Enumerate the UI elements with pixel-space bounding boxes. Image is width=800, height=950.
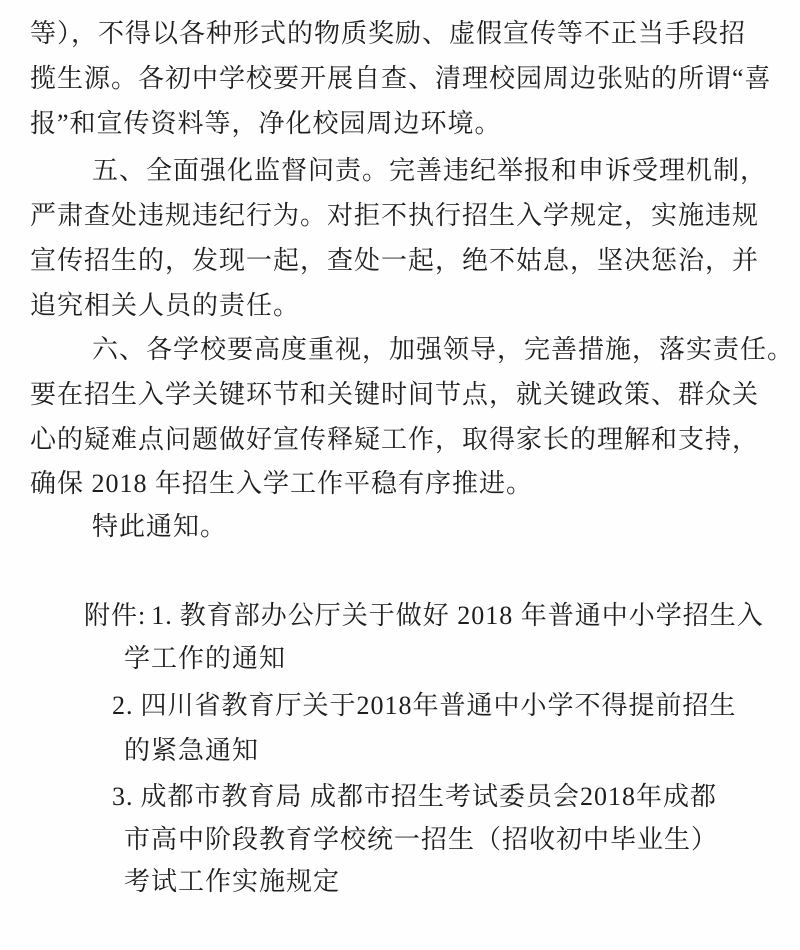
attachment-item-3-line-2: 市高中阶段教育学校统一招生（招收初中毕业生） bbox=[124, 825, 719, 854]
attachment-1-number: 1. bbox=[151, 601, 173, 630]
body-line: 确保 2018 年招生入学工作平稳有序推进。 bbox=[30, 469, 534, 498]
attachment-item-1-line-1 bbox=[84, 600, 764, 632]
attachment-item-1-line-2: 学工作的通知 bbox=[124, 644, 287, 673]
section6-heading-line: 六、各学校要高度重视，加强领导，完善措施，落实责任。 bbox=[92, 335, 795, 364]
body-line: 揽生源。各初中学校要开展自查、清理校园周边张贴的所谓“喜 bbox=[30, 64, 772, 93]
attachments-label: 附件: bbox=[84, 601, 147, 630]
attachment-item-3-line-3: 考试工作实施规定 bbox=[124, 867, 341, 896]
body-line: 严肃查处违规违纪行为。对拒不执行招生入学规定，实施违规 bbox=[30, 201, 760, 230]
body-line: 追究相关人员的责任。 bbox=[30, 291, 301, 320]
attachment-3-number: 3. bbox=[112, 782, 134, 811]
section5-heading-line: 五、全面强化监督问责。完善违纪举报和申诉受理机制， bbox=[92, 156, 768, 185]
body-line: 心的疑难点问题做好宣传释疑工作，取得家长的理解和支持， bbox=[30, 425, 760, 454]
body-line: 宣传招生的，发现一起，查处一起，绝不姑息，坚决惩治，并 bbox=[30, 246, 760, 275]
attachment-3-text: 成都市教育局 成都市招生考试委员会2018年成都 bbox=[140, 782, 718, 811]
body-line: 要在招生入学关键环节和关键时间节点，就关键政策、群众关 bbox=[30, 380, 760, 409]
body-line: 等），不得以各种形式的物质奖励、虚假宣传等不正当手段招 bbox=[30, 19, 747, 48]
attachment-item-3-line-1 bbox=[112, 781, 717, 813]
attachment-item-2-line-2: 的紧急通知 bbox=[124, 736, 260, 765]
attachment-1-text: 教育部办公厅关于做好 2018 年普通中小学招生入 bbox=[179, 601, 764, 630]
closing-line: 特此通知。 bbox=[92, 512, 228, 541]
attachment-2-number: 2. bbox=[112, 691, 134, 720]
attachment-item-2-line-1 bbox=[112, 690, 737, 722]
attachment-2-text: 四川省教育厅关于2018年普通中小学不得提前招生 bbox=[140, 691, 737, 720]
body-line: 报”和宣传资料等，净化校园周边环境。 bbox=[30, 109, 502, 138]
